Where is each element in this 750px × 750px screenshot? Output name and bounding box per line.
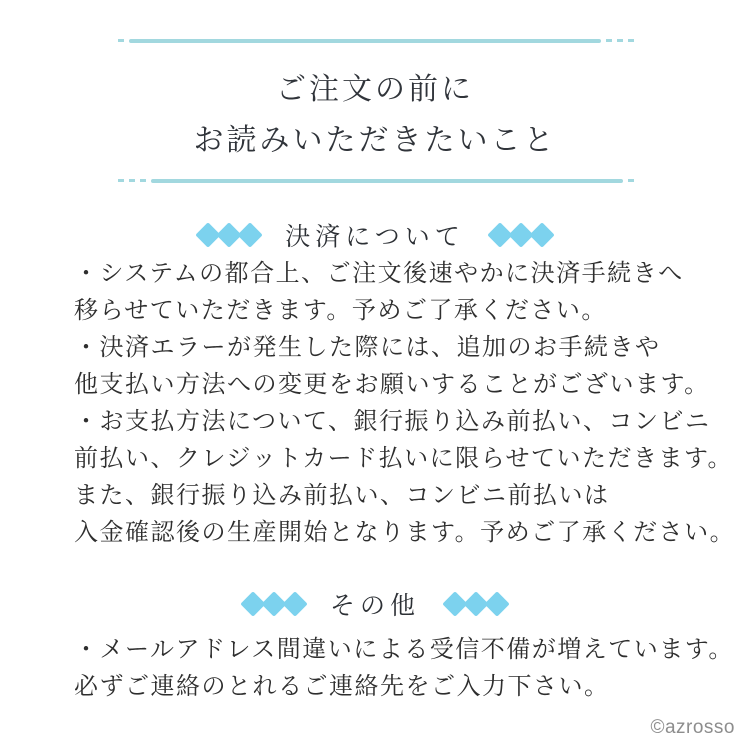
diamond-icon [238, 222, 263, 247]
body-line: 入金確認後の生産開始となります。予めご了承ください。 [74, 520, 736, 546]
copyright-text: ©azrosso [650, 717, 735, 738]
section-heading-payment-label: 決済について [285, 224, 465, 251]
body-line: 前払い、クレジットカード払いに限らせていただきます。 [74, 446, 734, 472]
bottom-divider-line [118, 178, 634, 183]
diamond-icon [484, 591, 509, 616]
diamond-icon [529, 222, 554, 247]
section-body-other [74, 632, 734, 706]
section-body-payment [74, 256, 736, 552]
section-heading-payment [0, 219, 750, 251]
page-title-line1: ご注文の前に [276, 73, 474, 106]
diamond-group-left [199, 226, 259, 244]
body-line: ・システムの都合上、ご注文後速やかに決済手続きへ [74, 261, 684, 287]
top-divider-line [118, 38, 634, 43]
divider-dash-icon [628, 39, 634, 42]
body-line: 他支払い方法への変更をお願いすることがございます。 [74, 372, 710, 398]
body-line: ・決済エラーが発生した際には、追加のお手続きや [74, 335, 661, 361]
diamond-group-right [446, 595, 506, 613]
diamond-icon [282, 591, 307, 616]
diamond-group-left [244, 595, 304, 613]
body-line: 必ずご連絡のとれるご連絡先をご入力下さい。 [74, 674, 610, 700]
divider-dash-icon [118, 39, 124, 42]
diamond-group-right [491, 226, 551, 244]
divider-dash-icon [617, 39, 623, 42]
body-line: 移らせていただきます。予めご了承ください。 [74, 298, 607, 324]
divider-dash-icon [628, 179, 634, 182]
page-title [0, 64, 750, 166]
section-heading-other [0, 588, 750, 620]
section-heading-other-label: その他 [329, 593, 420, 620]
divider-dash-icon [118, 179, 124, 182]
divider-bar [151, 179, 623, 183]
body-line: また、銀行振り込み前払い、コンビニ前払いは [74, 483, 610, 509]
divider-bar [129, 39, 601, 43]
divider-dash-icon [140, 179, 146, 182]
divider-dash-icon [606, 39, 612, 42]
body-line: ・お支払方法について、銀行振り込み前払い、コンビニ [74, 409, 711, 435]
body-line: ・メールアドレス間違いによる受信不備が増えています。 [74, 637, 734, 663]
divider-dash-icon [129, 179, 135, 182]
page-title-line2: お読みいただきたいこと [193, 124, 557, 157]
